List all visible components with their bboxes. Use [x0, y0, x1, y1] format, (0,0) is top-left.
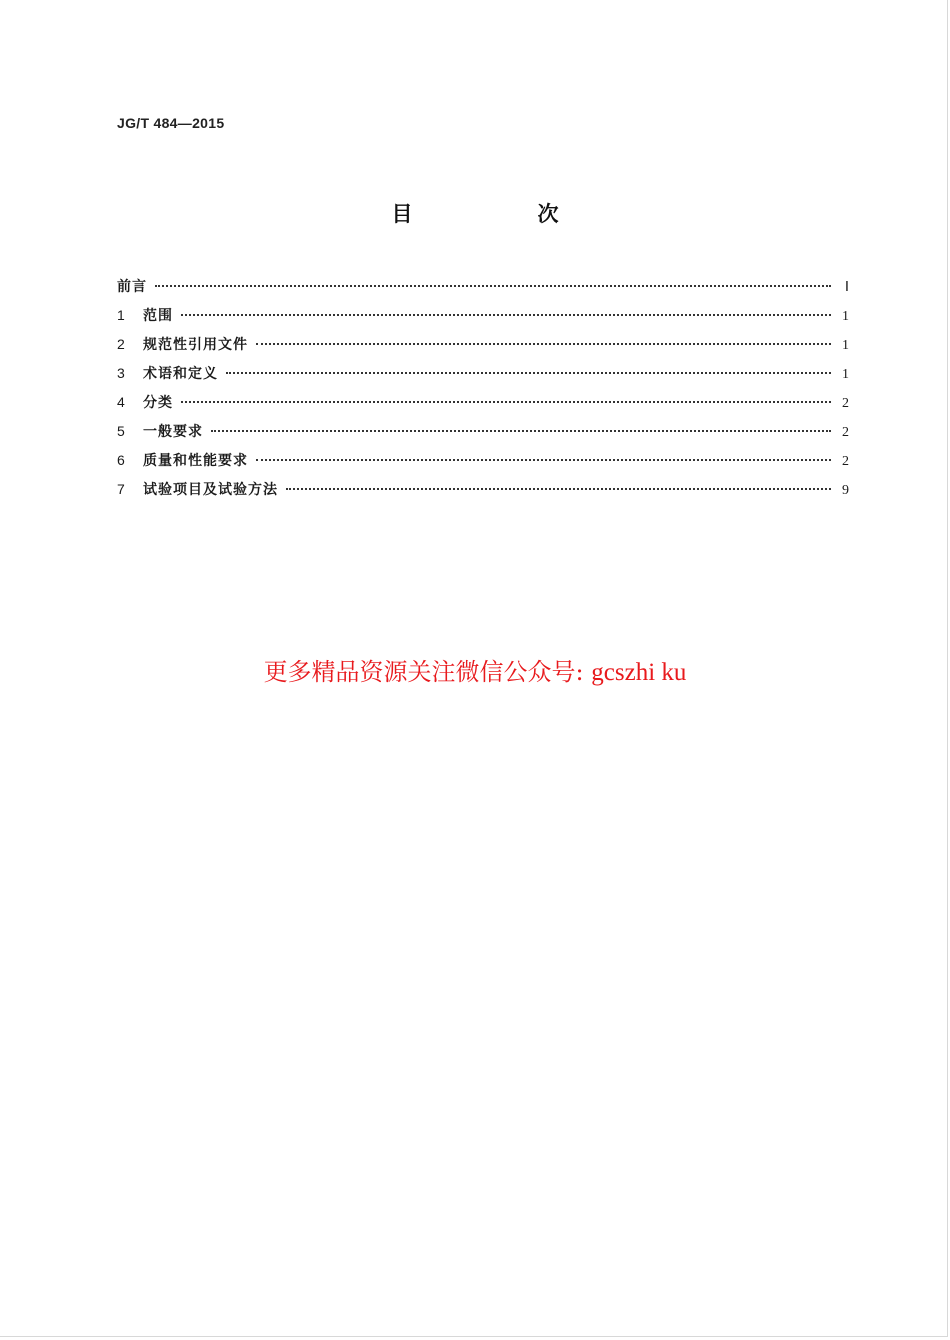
- toc-entry-page: 1: [842, 338, 849, 353]
- toc-entry-number: 7: [117, 481, 125, 497]
- promo-watermark-text: [0, 652, 950, 687]
- toc-entry-label: 前言: [117, 279, 147, 295]
- toc-entry-label: 一般要求: [143, 424, 203, 440]
- toc-entry-quality-performance[interactable]: [117, 450, 849, 479]
- toc-entry-number: 6: [117, 452, 125, 468]
- toc-entry-number: 5: [117, 423, 125, 439]
- toc-entry-page: Ⅰ: [844, 280, 849, 295]
- toc-entry-test-methods[interactable]: [117, 479, 849, 508]
- toc-dot-leader: [181, 401, 831, 403]
- toc-dot-leader: [256, 459, 831, 461]
- toc-entry-label: 质量和性能要求: [143, 453, 248, 469]
- toc-entry-scope[interactable]: [117, 305, 849, 334]
- toc-entry-page: 2: [842, 454, 849, 469]
- toc-entry-page: 9: [842, 483, 849, 498]
- toc-entry-label: 范围: [143, 308, 173, 324]
- toc-entry-label: 术语和定义: [143, 366, 218, 382]
- toc-entry-number: 2: [117, 336, 125, 352]
- table-of-contents: [117, 276, 849, 508]
- toc-dot-leader: [181, 314, 831, 316]
- toc-entry-foreword[interactable]: [117, 276, 849, 305]
- toc-dot-leader: [286, 488, 831, 490]
- toc-entry-page: 2: [842, 425, 849, 440]
- toc-entry-terms-definitions[interactable]: [117, 363, 849, 392]
- toc-entry-label: 规范性引用文件: [143, 337, 248, 353]
- toc-dot-leader: [226, 372, 831, 374]
- promo-text: 更多精品资源关注微信公众号:: [263, 658, 584, 686]
- toc-entry-page: 2: [842, 396, 849, 411]
- toc-entry-page: 1: [842, 367, 849, 382]
- toc-title: 目 次: [391, 202, 611, 226]
- toc-entry-number: 1: [117, 307, 125, 323]
- page-edge-bottom: [0, 1336, 948, 1337]
- toc-dot-leader: [155, 285, 831, 287]
- toc-entry-label: 试验项目及试验方法: [143, 482, 278, 498]
- document-code: JG/T 484—2015: [117, 115, 225, 131]
- toc-entry-general-requirements[interactable]: [117, 421, 849, 450]
- toc-entry-number: 3: [117, 365, 125, 381]
- toc-entry-page: 1: [842, 309, 849, 324]
- toc-dot-leader: [256, 343, 831, 345]
- toc-entry-number: 4: [117, 394, 125, 410]
- toc-entry-classification[interactable]: [117, 392, 849, 421]
- toc-dot-leader: [211, 430, 831, 432]
- toc-entry-label: 分类: [143, 395, 173, 411]
- toc-entry-normative-references[interactable]: [117, 334, 849, 363]
- promo-wechat-handle: gcszhi ku: [591, 659, 687, 686]
